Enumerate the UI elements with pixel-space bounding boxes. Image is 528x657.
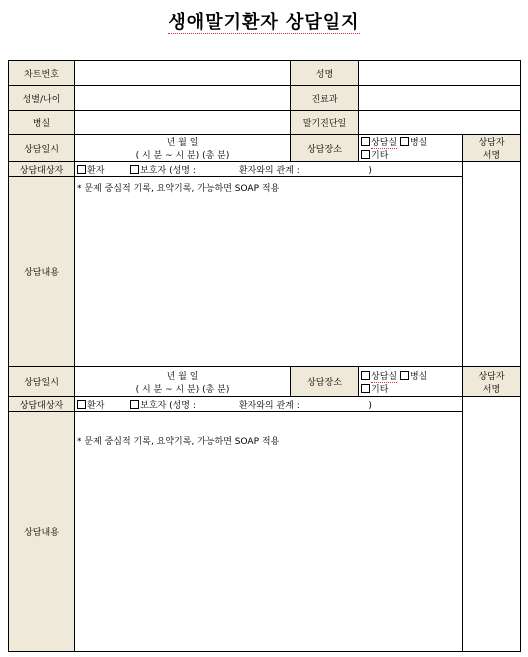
consult-date-line: 년 월 일	[166, 138, 199, 148]
counseling-room-label: 상담실	[371, 371, 398, 382]
consult-place-label: 상담장소	[291, 367, 359, 397]
ward-room-checkbox[interactable]	[400, 137, 409, 146]
content-instruction-note: * 문제 중심적 기록, 요약기록, 가능하면 SOAP 적용	[77, 437, 280, 447]
section-1-content-row	[9, 177, 521, 367]
terminal-diagnosis-date-field[interactable]	[359, 111, 521, 135]
ward-room-label: 병실	[409, 371, 428, 382]
relation-label: 환자와의 관계 :	[238, 400, 300, 411]
consult-content-label: 상담내용	[9, 177, 75, 367]
guardian-label: 보호자 (성명 :	[140, 165, 196, 176]
section-2-target-row	[9, 397, 521, 412]
ward-field[interactable]	[75, 111, 291, 135]
counselor-signature-label: 상담자 서명	[463, 135, 521, 162]
page-title-text: 생애말기환자 상담일지	[168, 12, 360, 33]
relation-close: )	[368, 400, 372, 411]
consult-time-line: ( 시 분 ~ 시 분) (총 분)	[135, 151, 230, 161]
ward-label: 병실	[9, 111, 75, 135]
guardian-checkbox[interactable]	[130, 400, 139, 409]
counselor-signature-label: 상담자 서명	[463, 367, 521, 397]
gender-age-field[interactable]	[75, 86, 291, 111]
counselor-signature-field[interactable]	[463, 162, 521, 367]
other-place-label: 기타	[371, 151, 389, 161]
counseling-room-checkbox[interactable]	[361, 137, 370, 146]
consult-datetime-label: 상담일시	[9, 367, 75, 397]
section-2-datetime-row	[9, 367, 521, 397]
department-label: 진료과	[291, 86, 359, 111]
guardian-label: 보호자 (성명 :	[140, 400, 196, 411]
consult-target-label: 상담대상자	[9, 397, 75, 412]
consult-target-label: 상담대상자	[9, 162, 75, 177]
other-place-checkbox[interactable]	[361, 150, 370, 159]
name-field[interactable]	[359, 61, 521, 86]
patient-checkbox[interactable]	[77, 400, 86, 409]
consult-datetime-field[interactable]	[75, 135, 291, 162]
consult-date-line: 년 월 일	[166, 371, 199, 382]
consult-place-label: 상담장소	[291, 135, 359, 162]
header-row-gender	[9, 86, 521, 111]
relation-close: )	[368, 165, 372, 176]
content-instruction-note: * 문제 중심적 기록, 요약기록, 가능하면 SOAP 적용	[77, 184, 280, 194]
section-1-datetime-row	[9, 135, 521, 162]
guardian-checkbox[interactable]	[130, 165, 139, 174]
relation-label: 환자와의 관계 :	[238, 165, 300, 176]
ward-room-label: 병실	[409, 138, 428, 148]
department-field[interactable]	[359, 86, 521, 111]
other-place-checkbox[interactable]	[361, 384, 370, 393]
ward-room-checkbox[interactable]	[400, 371, 409, 380]
consult-target-field	[75, 397, 463, 412]
terminal-diagnosis-date-label: 말기진단일	[291, 111, 359, 135]
consult-time-line: ( 시 분 ~ 시 분) (총 분)	[135, 384, 230, 395]
consult-datetime-field[interactable]	[75, 367, 291, 397]
section-1-target-row	[9, 162, 521, 177]
consult-place-options	[359, 135, 463, 162]
consult-datetime-label: 상담일시	[9, 135, 75, 162]
chart-number-label: 차트번호	[9, 61, 75, 86]
consult-content-field[interactable]	[75, 177, 463, 367]
section-2-content-row	[9, 412, 521, 652]
consult-place-options	[359, 367, 463, 397]
other-place-label: 기타	[371, 384, 389, 395]
patient-checkbox[interactable]	[77, 165, 86, 174]
header-row-chart	[9, 61, 521, 86]
consultation-form	[8, 60, 521, 652]
patient-label: 환자	[87, 400, 105, 411]
patient-label: 환자	[87, 165, 105, 176]
counseling-room-checkbox[interactable]	[361, 371, 370, 380]
consult-content-label: 상담내용	[9, 412, 75, 652]
consult-target-field	[75, 162, 463, 177]
header-row-ward	[9, 111, 521, 135]
page-title	[0, 8, 528, 34]
gender-age-label: 성별/나이	[9, 86, 75, 111]
chart-number-field[interactable]	[75, 61, 291, 86]
consult-content-field[interactable]	[75, 412, 463, 652]
name-label: 성명	[291, 61, 359, 86]
counselor-signature-field[interactable]	[463, 397, 521, 652]
counseling-room-label: 상담실	[371, 138, 398, 148]
